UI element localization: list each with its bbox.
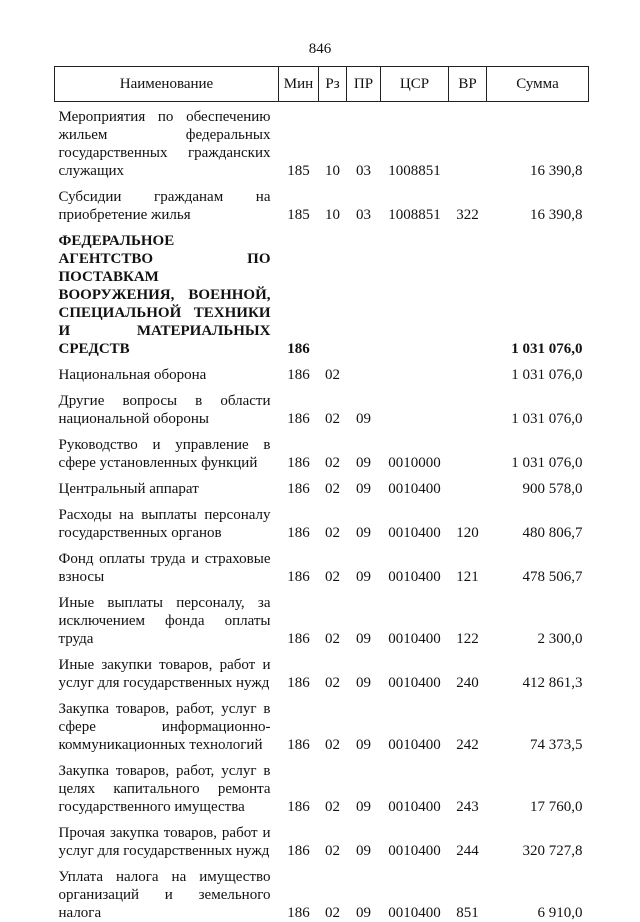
cell-name: Фонд оплаты труда и страховые взносы [58,551,271,585]
cell-rz: 10 [325,163,340,179]
cell-min: 186 [287,799,310,815]
cell-vr [449,472,487,498]
cell-vr [449,384,487,428]
cell-pr [347,358,381,384]
header-vr: ВР [449,67,487,102]
cell-pr: 09 [356,569,371,585]
cell-pr: 09 [356,737,371,753]
cell-sum: 1 031 076,0 [511,341,583,357]
cell-min: 186 [287,631,310,647]
table-row [55,472,589,498]
cell-min: 186 [287,481,310,497]
cell-vr [449,428,487,472]
header-rz: Рз [319,67,347,102]
cell-pr: 09 [356,455,371,471]
cell-name: Прочая закупка товаров, работ и услуг для государственных нужд [58,825,271,859]
cell-rz: 02 [325,525,340,541]
cell-vr: 244 [456,843,479,859]
cell-sum: 2 300,0 [537,631,583,647]
cell-csr: 0010400 [388,481,441,497]
cell-csr: 0010400 [388,631,441,647]
cell-name: Мероприятия по обеспечению жильем федеральных государственных гражданских служащих [58,109,271,179]
table-row [55,428,589,472]
cell-name: Руководство и управление в сфере установленных функций [58,437,271,471]
cell-csr: 0010400 [388,675,441,691]
cell-min: 186 [287,843,310,859]
cell-vr: 851 [456,905,479,921]
cell-vr: 322 [456,207,479,223]
cell-vr [449,358,487,384]
cell-min: 185 [287,207,310,223]
cell-min: 186 [287,367,310,383]
cell-pr: 09 [356,675,371,691]
cell-csr: 1008851 [388,207,441,223]
cell-min: 186 [287,569,310,585]
table-row [55,586,589,648]
cell-csr: 0010000 [388,455,441,471]
cell-vr [449,224,487,358]
cell-sum: 320 727,8 [522,843,583,859]
cell-min: 186 [287,737,310,753]
header-pr: ПР [347,67,381,102]
header-sum: Сумма [487,67,589,102]
cell-sum: 74 373,5 [530,737,583,753]
cell-sum: 16 390,8 [530,163,583,179]
cell-rz: 02 [325,675,340,691]
cell-vr: 242 [456,737,479,753]
table-row [55,816,589,860]
cell-sum: 6 910,0 [537,905,583,921]
cell-vr [449,102,487,181]
cell-min: 186 [287,411,310,427]
cell-csr: 1008851 [388,163,441,179]
table-header-row [55,67,589,102]
cell-pr: 09 [356,905,371,921]
cell-sum: 1 031 076,0 [511,367,583,383]
header-min: Мин [279,67,319,102]
cell-rz: 02 [325,411,340,427]
budget-table [54,66,589,922]
cell-pr: 09 [356,843,371,859]
cell-rz: 02 [325,905,340,921]
table-row [55,542,589,586]
cell-pr [347,224,381,358]
table-row [55,358,589,384]
cell-rz: 02 [325,455,340,471]
cell-vr: 120 [456,525,479,541]
cell-rz: 02 [325,631,340,647]
cell-sum: 412 861,3 [522,675,583,691]
header-name: Наименование [55,67,279,102]
cell-pr: 09 [356,525,371,541]
cell-rz: 02 [325,737,340,753]
cell-name: Расходы на выплаты персоналу государственных органов [58,507,271,541]
cell-csr [381,224,449,358]
cell-sum: 17 760,0 [530,799,583,815]
cell-name: Центральный аппарат [58,481,199,497]
cell-name: Иные выплаты персоналу, за исключением фонда оплаты труда [58,595,271,647]
cell-pr: 09 [356,411,371,427]
cell-vr: 240 [456,675,479,691]
cell-rz [319,224,347,358]
cell-sum: 900 578,0 [522,481,583,497]
header-csr: ЦСР [381,67,449,102]
cell-name: Закупка товаров, работ, услуг в сфере информационно-коммуникационных технологий [58,701,271,753]
table-row [55,384,589,428]
cell-vr: 121 [456,569,479,585]
table-row [55,180,589,224]
cell-rz: 02 [325,481,340,497]
table-row [55,102,589,181]
cell-name: Иные закупки товаров, работ и услуг для государственных нужд [58,657,271,691]
cell-name: Закупка товаров, работ, услуг в целях капитального ремонта государственного имущества [58,763,271,815]
page-number: 846 [308,41,332,57]
cell-sum: 480 806,7 [522,525,583,541]
cell-sum: 478 506,7 [522,569,583,585]
table-row [55,692,589,754]
cell-min: 186 [287,525,310,541]
cell-csr: 0010400 [388,799,441,815]
cell-sum: 16 390,8 [530,207,583,223]
cell-rz: 02 [325,367,340,383]
cell-csr: 0010400 [388,905,441,921]
cell-csr: 0010400 [388,525,441,541]
cell-rz: 02 [325,569,340,585]
cell-pr: 09 [356,481,371,497]
cell-rz: 10 [325,207,340,223]
cell-min: 185 [287,163,310,179]
cell-csr [381,384,449,428]
cell-rz: 02 [325,799,340,815]
cell-min: 186 [287,905,310,921]
cell-csr: 0010400 [388,569,441,585]
cell-min: 186 [287,675,310,691]
cell-min: 186 [287,455,310,471]
cell-name: Уплата налога на имущество организаций и земельного налога [58,869,271,921]
cell-vr: 243 [456,799,479,815]
cell-sum: 1 031 076,0 [511,455,583,471]
cell-pr: 09 [356,631,371,647]
cell-name: Субсидии гражданам на приобретение жилья [58,189,271,223]
table-row [55,648,589,692]
cell-vr: 122 [456,631,479,647]
cell-name: Национальная оборона [58,367,207,383]
table-row [55,498,589,542]
table-row [55,860,589,922]
table-row [55,224,589,358]
cell-csr: 0010400 [388,843,441,859]
cell-name: Другие вопросы в области национальной обороны [58,393,271,427]
cell-sum: 1 031 076,0 [511,411,583,427]
cell-csr: 0010400 [388,737,441,753]
cell-min: 186 [287,341,310,357]
cell-pr: 03 [356,163,371,179]
cell-csr [381,358,449,384]
cell-name: ФЕДЕРАЛЬНОЕ АГЕНТСТВО ПО ПОСТАВКАМ ВООРУЖЕНИЯ, ВОЕННОЙ, СПЕЦИАЛЬНОЙ ТЕХНИКИ И МАТЕРИАЛЬНЫХ СРЕДСТВ [58,233,271,357]
cell-rz: 02 [325,843,340,859]
table-row [55,754,589,816]
cell-pr: 09 [356,799,371,815]
cell-pr: 03 [356,207,371,223]
